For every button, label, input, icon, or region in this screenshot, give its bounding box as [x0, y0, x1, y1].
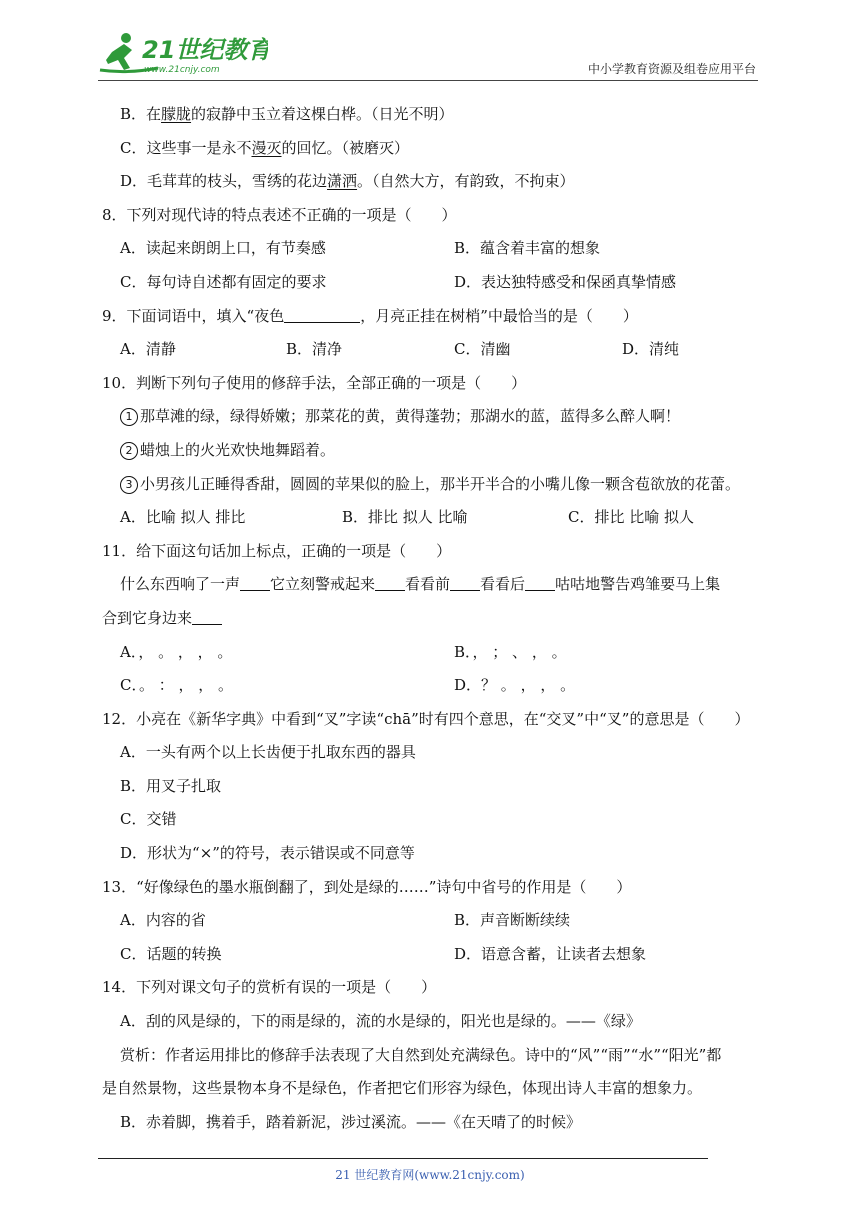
answer-blank: [240, 572, 270, 591]
circled-number: 1: [120, 408, 138, 426]
q11-option-a: A．， 。 ， ， 。: [120, 642, 233, 661]
q13-options-cd: [102, 938, 770, 972]
q11-stem: 11．给下面这句话加上标点，正确的一项是（ ）: [102, 541, 452, 560]
underlined-word: 潇洒: [327, 172, 358, 191]
q7-option-c: C．这些事一是永不漫灭的回忆。（被磨灭）: [120, 138, 410, 157]
q14-analysis-line2: 是自然景物，这些景物本身不是绿色，作者把它们形容为绿色，体现出诗人丰富的想象力。: [102, 1079, 703, 1098]
q13-options-ab: [102, 904, 770, 938]
page-header: [0, 0, 860, 80]
footer-link[interactable]: 21 世纪教育网(www.21cnjy.com): [335, 1168, 525, 1182]
q8-option-c: C．每句诗自述都有固定的要求: [120, 272, 327, 291]
question-content: [102, 98, 770, 1139]
header-divider: [98, 80, 758, 81]
q10-sentence-3: 3 小男孩儿正睡得香甜，圆圆的苹果似的脸上，那半开半合的小嘴儿像一颗含苞欲放的花蕾。: [102, 468, 770, 502]
q8-option-b: B．蕴含着丰富的想象: [454, 239, 601, 258]
runner-logo-icon: [98, 30, 268, 78]
q13-option-a: A．内容的省: [120, 911, 206, 930]
q10-sentence-1: 1 那草滩的绿，绿得娇嫩；那菜花的黄，黄得蓬勃；那湖水的蓝，蓝得多么醉人啊！: [102, 400, 770, 434]
answer-blank: [192, 606, 222, 625]
site-logo: [98, 30, 268, 78]
circled-number: 2: [120, 442, 138, 460]
platform-name: 中小学教育资源及组卷应用平台: [587, 62, 756, 76]
underlined-word: 漫灭: [251, 138, 282, 157]
q11-option-d: D．？ 。 ， ， 。: [454, 676, 576, 695]
underlined-word: 朦胧: [161, 105, 192, 123]
q9-options: [102, 333, 770, 367]
q10-option-a: A．比喻 拟人 排比: [120, 508, 246, 527]
q11-option-c: C．。 ： ， ， 。: [120, 676, 234, 695]
q14-option-b: B．赤着脚，携着手，踏着新泥，涉过溪流。——《在天晴了的时候》: [120, 1112, 582, 1131]
q10-sentence-2: 2 蜡烛上的火光欢快地舞蹈着。: [102, 434, 770, 468]
q13-stem: 13．“好像绿色的墨水瓶倒翻了，到处是绿的……”诗句中省号的作用是（ ）: [102, 877, 632, 896]
q12-option-a: A．一头有两个以上长齿便于扎取东西的器具: [120, 743, 416, 762]
answer-blank: [450, 572, 480, 591]
q7-option-b: B．在朦胧的寂静中玉立着这棵白桦。（日光不明）: [120, 105, 454, 123]
q11-options-ab: [102, 636, 770, 670]
q10-options: [102, 501, 770, 535]
q11-options-cd: [102, 669, 770, 703]
footer-divider: [98, 1158, 708, 1159]
q12-option-b: B．用叉子扎取: [120, 776, 222, 795]
q9-option-b: B．清净: [286, 340, 343, 359]
q9-stem: 9．下面词语中，填入“夜色 ，月亮正挂在树梢”中最恰当的是（ ）: [102, 300, 770, 334]
q8-stem: 8．下列对现代诗的特点表述不正确的一项是（ ）: [102, 205, 457, 224]
svg-text:21世纪教育: 21世纪教育: [142, 36, 268, 64]
q13-option-d: D．语意含蓄，让读者去想象: [454, 944, 647, 963]
q11-passage-2: 合到它身边来: [102, 602, 770, 636]
circled-number: 3: [120, 476, 138, 494]
q9-option-a: A．清静: [120, 340, 176, 359]
q12-option-c: C．交错: [120, 810, 177, 829]
q8-option-d: D．表达独特感受和保函真挚情感: [454, 272, 677, 291]
q13-option-c: C．话题的转换: [120, 944, 222, 963]
q8-options-cd: [102, 266, 770, 300]
q8-options-ab: [102, 232, 770, 266]
answer-blank: [525, 572, 555, 591]
q9-option-d: D．清纯: [622, 340, 680, 359]
q14-stem: 14．下列对课文句子的赏析有误的一项是（ ）: [102, 978, 437, 997]
q8-option-a: A．读起来朗朗上口，有节奏感: [120, 239, 326, 258]
q11-option-b: B．， ； 、 ， 。: [454, 642, 567, 661]
svg-text:www.21cnjy.com: www.21cnjy.com: [144, 65, 220, 75]
q14-analysis-line1: 赏析：作者运用排比的修辞手法表现了大自然到处充满绿色。诗中的“风”“雨”“水”“阳光”都: [120, 1045, 722, 1064]
q13-option-b: B．声音断断续续: [454, 911, 571, 930]
q7-option-d: D．毛茸茸的枝头，雪绣的花边潇洒。（自然大方，有韵致，不拘束）: [120, 172, 575, 191]
answer-blank: [375, 572, 405, 591]
q10-option-b: B．排比 拟人 比喻: [342, 508, 468, 527]
q10-option-c: C．排比 比喻 拟人: [568, 508, 695, 527]
q12-option-d: D．形状为“×”的符号，表示错误或不同意等: [120, 844, 415, 863]
q14-option-a: A．刮的风是绿的，下的雨是绿的，流的水是绿的，阳光也是绿的。——《绿》: [120, 1012, 641, 1031]
q10-stem: 10．判断下列句子使用的修辞手法，全部正确的一项是（ ）: [102, 373, 527, 392]
q11-passage-1: 什么东西响了一声 它立刻警戒起来 看看前 看看后 咕咕地警告鸡雏要马上集: [102, 568, 770, 602]
q9-option-c: C．清幽: [454, 340, 511, 359]
q12-stem: 12．小亮在《新华字典》中看到“叉”字读“chā”时有四个意思，在“交叉”中“叉”的意思是（ ）: [102, 709, 750, 728]
answer-blank: [284, 304, 360, 323]
